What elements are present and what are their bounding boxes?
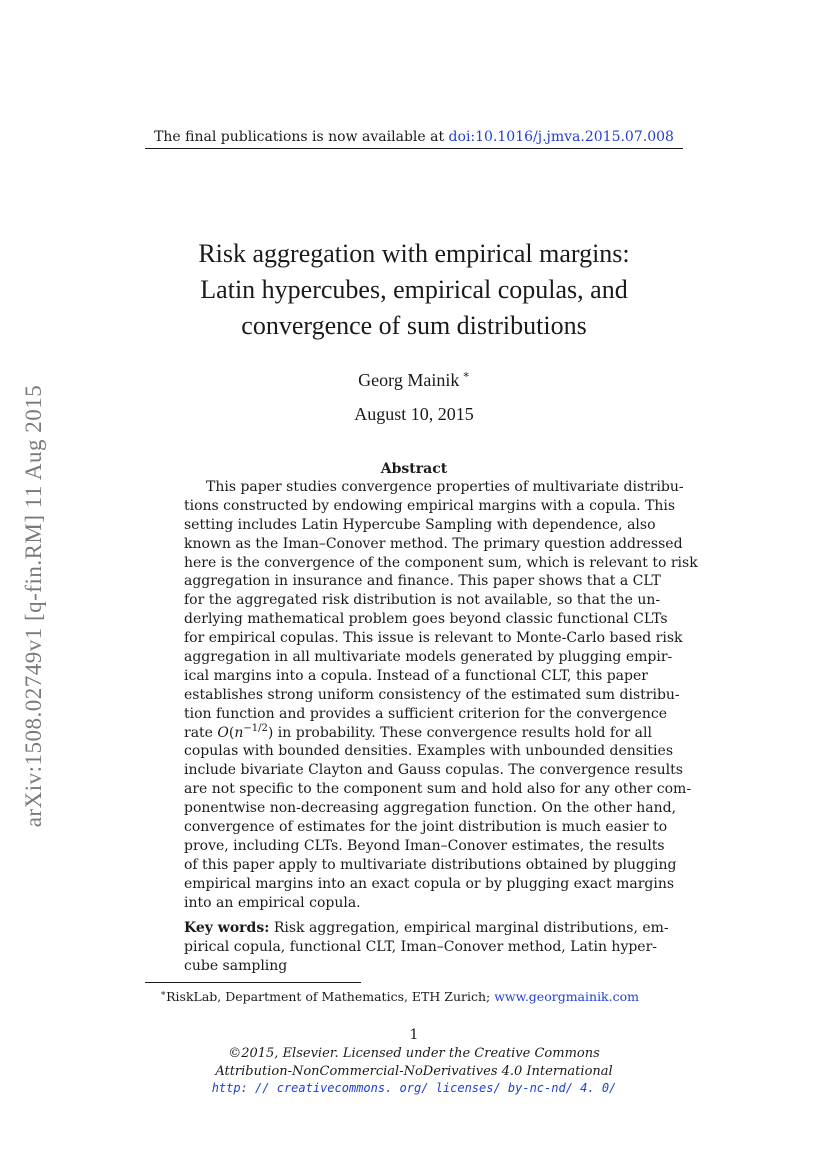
abstract-line: ponentwise non-decreasing aggregation function. On the other hand, bbox=[184, 800, 677, 817]
paper-title bbox=[150, 236, 678, 344]
keywords-line: pirical copula, functional CLT, Iman–Conover method, Latin hyper- bbox=[184, 939, 658, 955]
publication-note-text: The final publications is now available at bbox=[154, 129, 449, 145]
abstract-line: prove, including CLTs. Beyond Iman–Conover estimates, the results bbox=[184, 837, 665, 854]
author bbox=[260, 364, 568, 391]
title-line: Latin hypercubes, empirical copulas, and bbox=[200, 275, 628, 304]
abstract-line: aggregation in all multivariate models generated by plugging empir- bbox=[184, 649, 673, 666]
abstract-line: known as the Iman–Conover method. The primary question addressed bbox=[184, 535, 683, 552]
keywords-line: cube sampling bbox=[184, 958, 288, 974]
title-line: Risk aggregation with empirical margins: bbox=[198, 239, 630, 268]
abstract-line: This paper studies convergence properties of multivariate distribu- bbox=[206, 479, 684, 495]
abstract-line: empirical margins into an exact copula or by plugging exact margins bbox=[184, 875, 675, 892]
license-notice bbox=[160, 1045, 668, 1098]
author-website-link[interactable]: www.georgmainik.com bbox=[494, 989, 639, 1004]
abstract-line: aggregation in insurance and finance. This paper shows that a CLT bbox=[184, 573, 661, 590]
abstract-line: setting includes Latin Hypercube Sampling with dependence, also bbox=[184, 516, 656, 533]
author-name: Georg Mainik bbox=[358, 370, 460, 390]
keywords-label: Key words: bbox=[184, 920, 270, 936]
abstract-line: ical margins into a copula. Instead of a functional CLT, this paper bbox=[184, 667, 648, 684]
abstract-line: tion function and provides a sufficient criterion for the convergence bbox=[184, 705, 667, 722]
abstract-line: for the aggregated risk distribution is not available, so that the un- bbox=[184, 592, 661, 609]
abstract-line: copulas with bounded densities. Examples with unbounded densities bbox=[184, 743, 674, 760]
abstract-line: are not specific to the component sum and hold also for any other com- bbox=[184, 781, 692, 798]
abstract-body bbox=[184, 478, 698, 912]
abstract-line: convergence of estimates for the joint distribution is much easier to bbox=[184, 819, 668, 836]
paper-date: August 10, 2015 bbox=[354, 404, 474, 424]
title-line: convergence of sum distributions bbox=[241, 311, 587, 340]
doi-link[interactable]: doi:10.1016/j.jmva.2015.07.008 bbox=[448, 129, 674, 145]
license-line: Attribution-NonCommercial-NoDerivatives 4.0 International bbox=[215, 1063, 613, 1079]
page-number: 1 bbox=[409, 1027, 419, 1043]
abstract-line: here is the convergence of the component sum, which is relevant to risk bbox=[184, 554, 698, 571]
license-line: ©2015, Elsevier. Licensed under the Creative Commons bbox=[228, 1046, 600, 1061]
abstract-line: establishes strong uniform consistency of the estimated sum distribu- bbox=[184, 686, 680, 703]
abstract-line: tions constructed by endowing empirical margins with a copula. This bbox=[184, 497, 676, 514]
abstract-line: derlying mathematical problem goes beyond classic functional CLTs bbox=[184, 611, 668, 628]
abstract-line: of this paper apply to multivariate distributions obtained by plugging bbox=[184, 856, 677, 873]
keywords bbox=[184, 919, 669, 976]
abstract-line: into an empirical copula. bbox=[184, 894, 361, 911]
arxiv-identifier: arXiv:1508.02749v1 [q-fin.RM] 11 Aug 2015 bbox=[21, 384, 46, 828]
license-url-link[interactable]: http: // creativecommons. org/ licenses/ by-nc-nd/ 4. 0/ bbox=[211, 1081, 617, 1095]
footnote-mark: ∗ bbox=[160, 989, 167, 999]
abstract-line: include bivariate Clayton and Gauss copulas. The convergence results bbox=[184, 762, 683, 779]
keywords-text: Risk aggregation, empirical marginal distributions, em- bbox=[273, 920, 669, 936]
footnote bbox=[160, 985, 680, 1006]
publication-note bbox=[145, 128, 683, 146]
abstract-heading: Abstract bbox=[380, 461, 448, 477]
footnote-rule bbox=[145, 982, 361, 983]
footnote-text: RiskLab, Department of Mathematics, ETH Zurich; bbox=[166, 989, 495, 1004]
abstract-line-math: rate $O(n^{-1/2})$ in probability. These convergence results hold for all bbox=[184, 722, 652, 741]
keywords-line bbox=[184, 919, 669, 938]
author-footnote-mark: ∗ bbox=[462, 369, 470, 381]
header-rule bbox=[145, 148, 683, 149]
abstract-line: for empirical copulas. This issue is relevant to Monte-Carlo based risk bbox=[184, 630, 683, 647]
